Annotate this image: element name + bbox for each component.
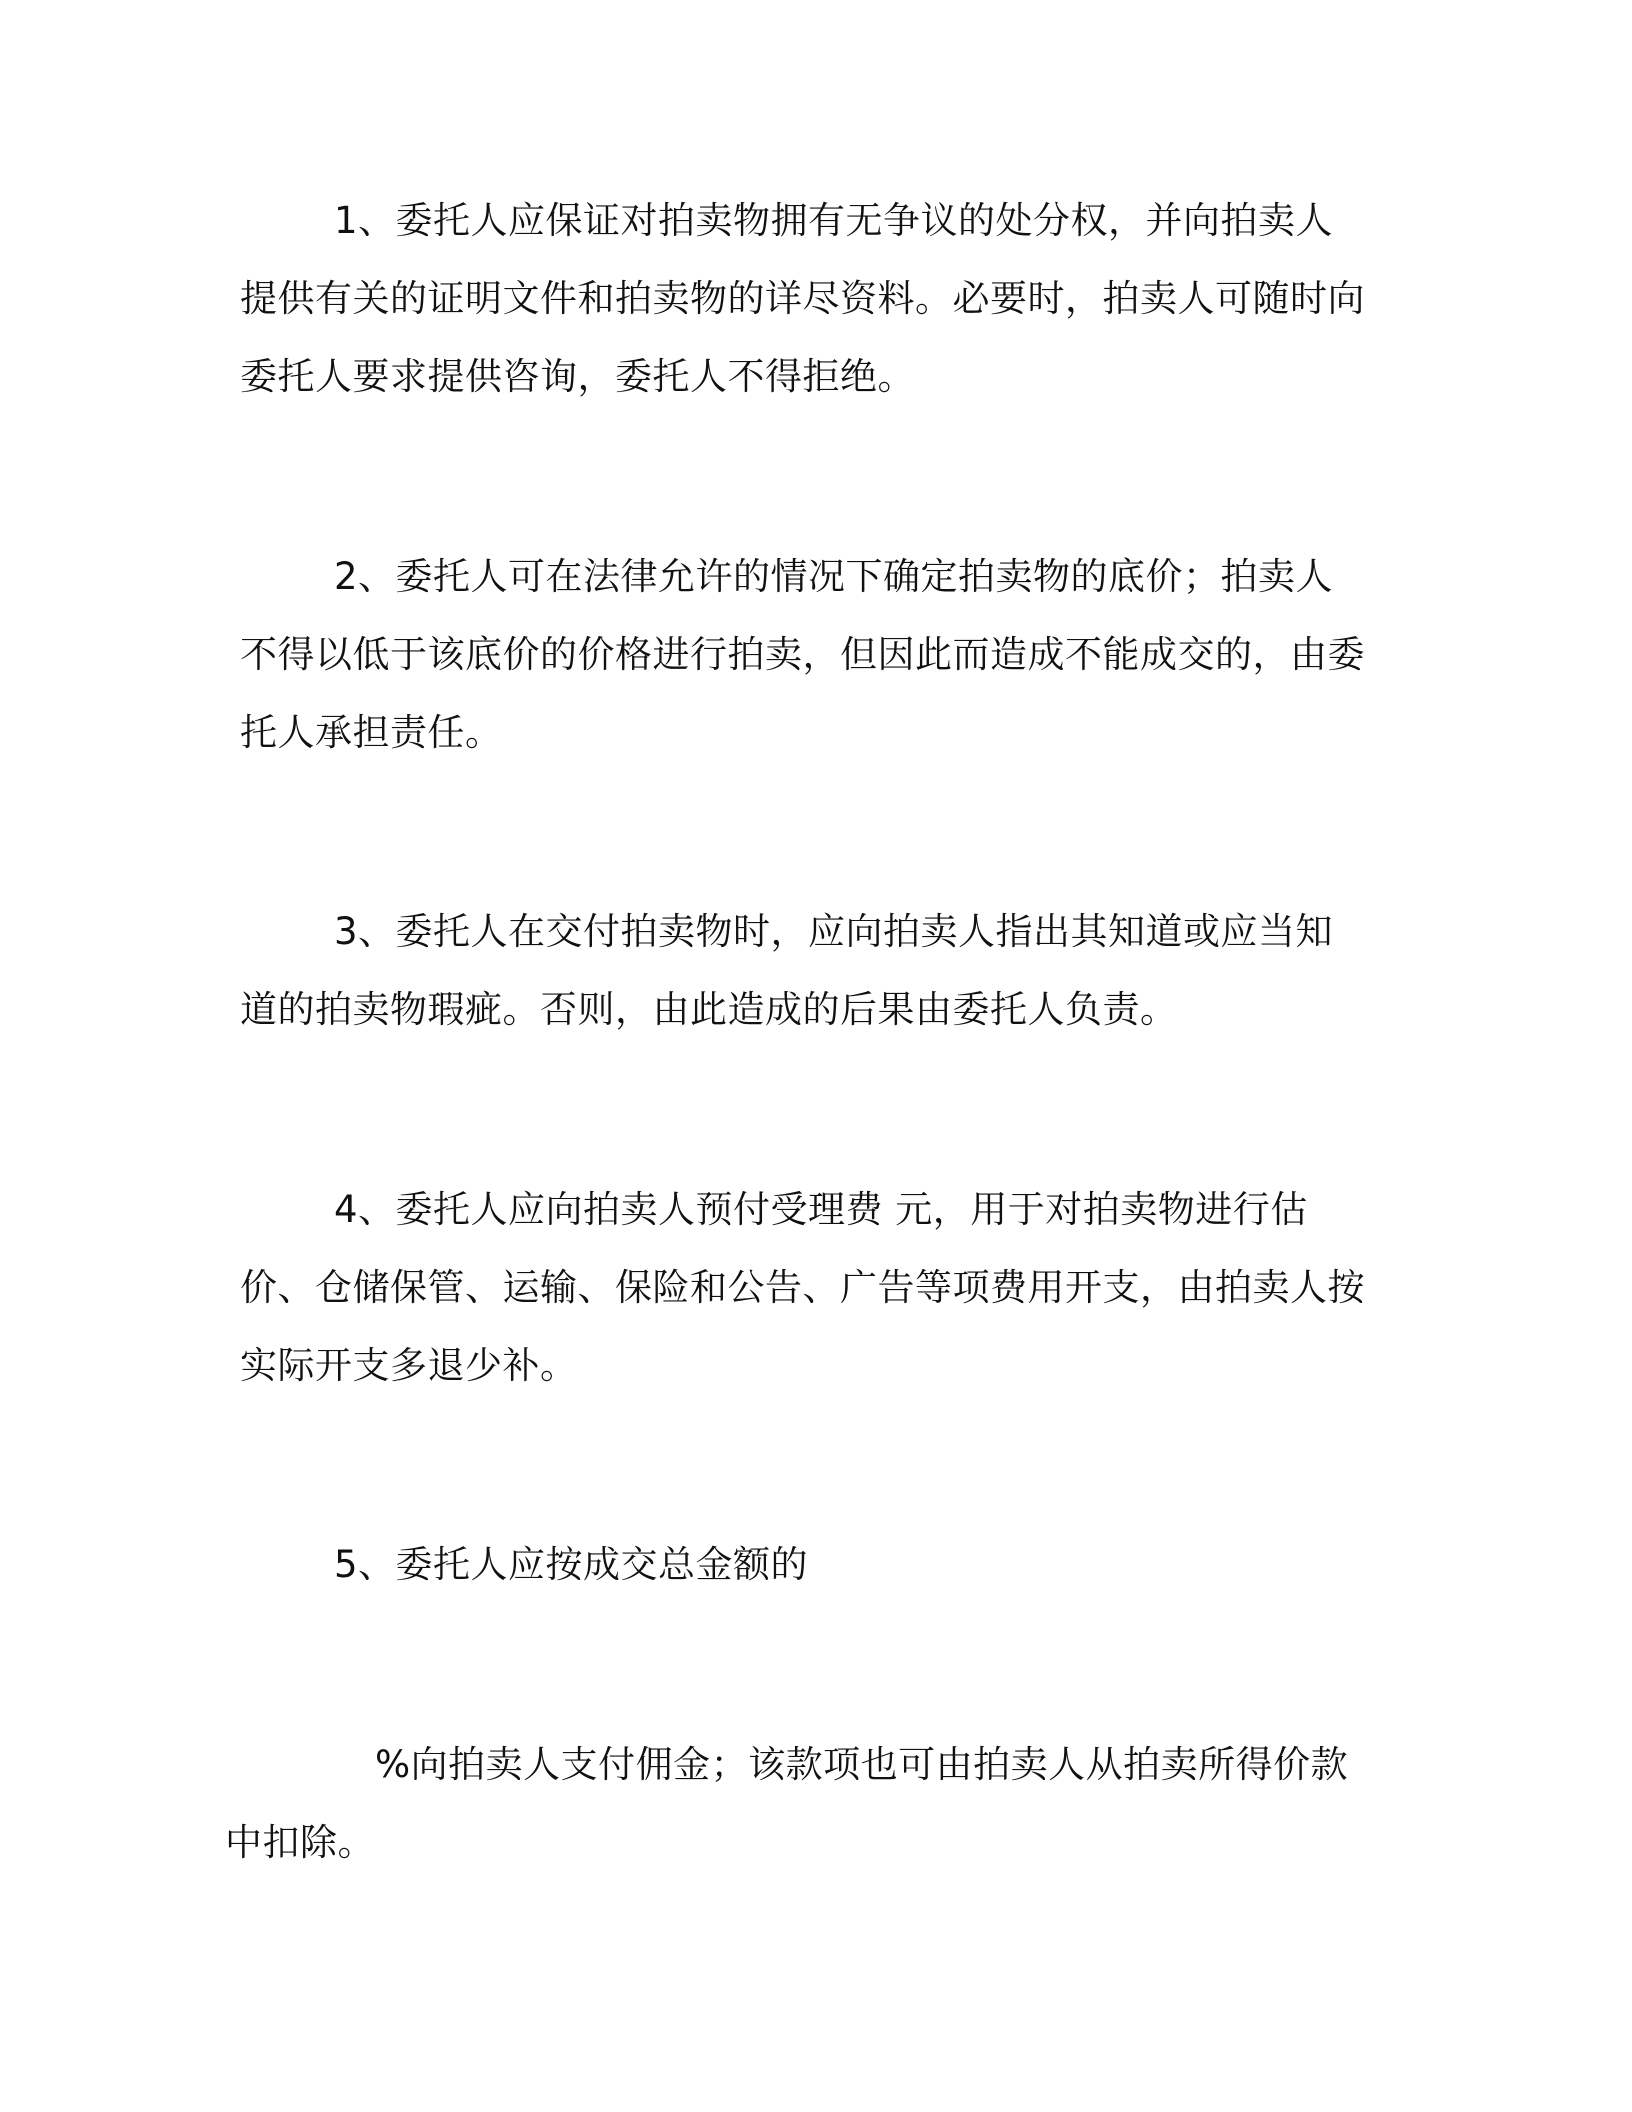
- clause-2: 2、委托人可在法律允许的情况下确定拍卖物的底价；拍卖人不得以低于该底价的价格进行拍卖，但因此而造成不能成交的，由委托人承担责任。: [240, 555, 1365, 754]
- clause-1: 1、委托人应保证对拍卖物拥有无争议的处分权，并向拍卖人提供有关的证明文件和拍卖物的详尽资料。必要时，拍卖人可随时向委托人要求提供咨询，委托人不得拒绝。: [240, 199, 1365, 398]
- clause-3: 3、委托人在交付拍卖物时，应向拍卖人指出其知道或应当知道的拍卖物瑕疵。否则，由此造成的后果由委托人负责。: [240, 910, 1334, 1031]
- clause-5: 5、委托人应按成交总金额的: [334, 1543, 809, 1586]
- clause-5-continuation: %向拍卖人支付佣金；该款项也可由拍卖人从拍卖所得价款中扣除。: [225, 1743, 1349, 1864]
- clause-4: 4、委托人应向拍卖人预付受理费 元，用于对拍卖物进行估价、仓储保管、运输、保险和公告、广告等项费用开支，由拍卖人按实际开支多退少补。: [240, 1188, 1365, 1387]
